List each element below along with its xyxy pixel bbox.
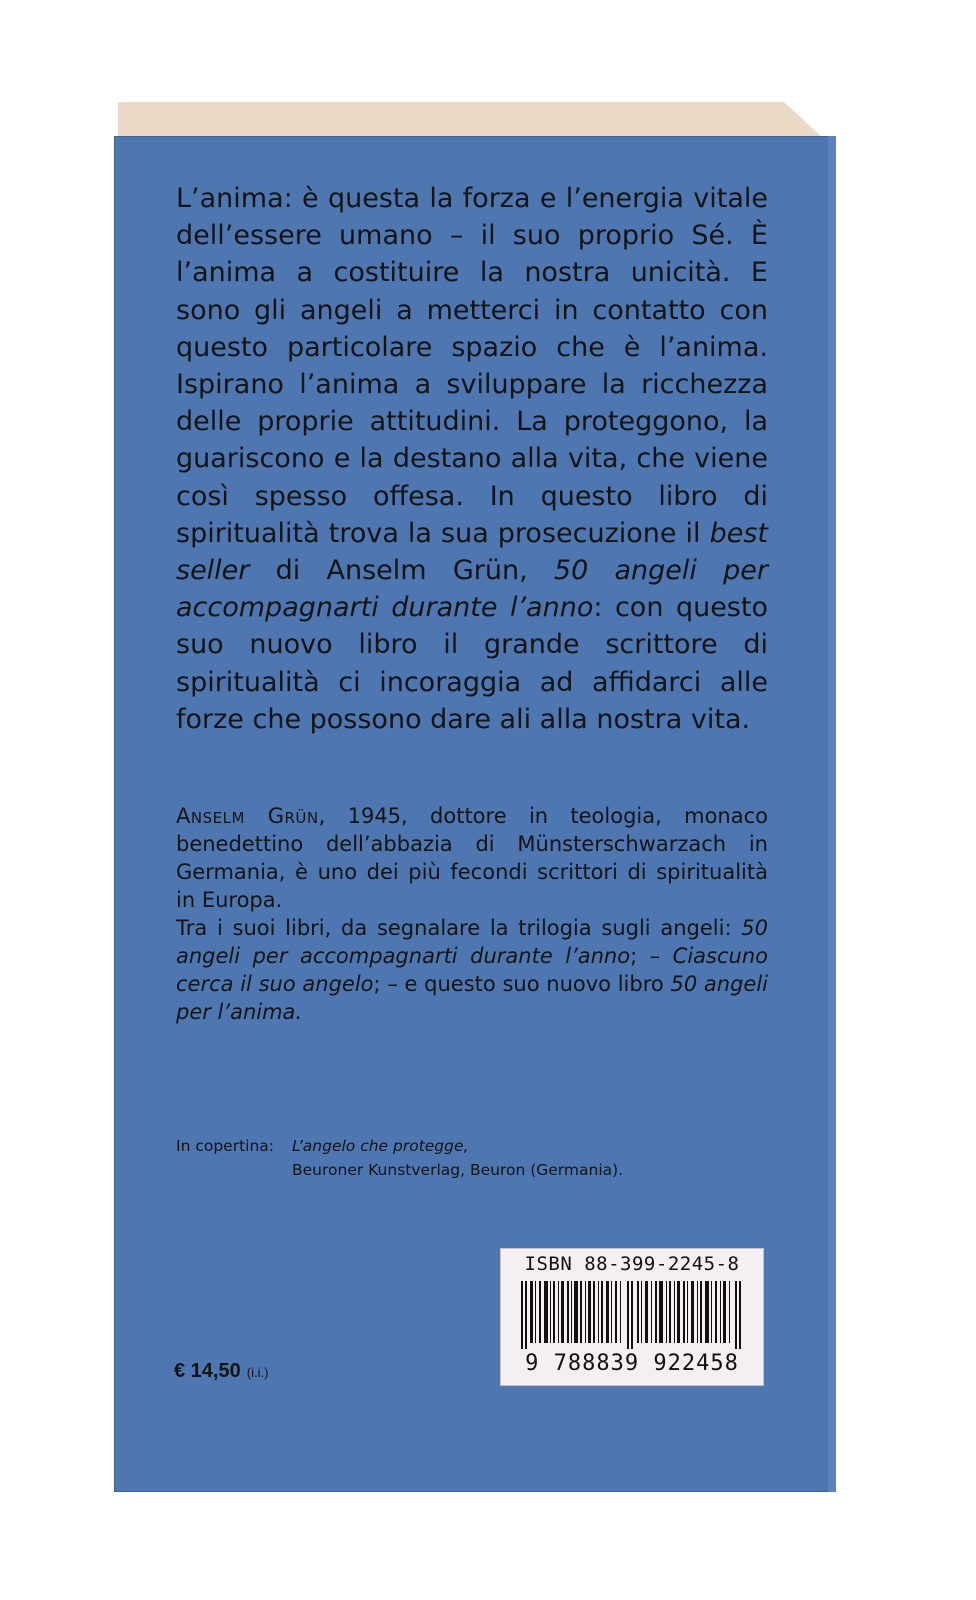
barcode-bars [521, 1281, 743, 1349]
bio-text-1: , 1945, dottore in teologia, monaco benedettino dell’abbazia di Münsterschwarzach in Germania, è uno dei più fecondi scrittori di spiritualità in Europa. [176, 804, 768, 912]
bio-paragraph-2 [176, 914, 768, 1026]
blurb-part-2: di Anselm Grün, [249, 555, 554, 587]
price [174, 1360, 268, 1383]
author-bio [176, 802, 768, 1026]
bio-sep-2: ; – e questo suo nuovo libro [373, 972, 671, 996]
blurb-italic-title: 50 angeli per accompagnarti durante l’anno [176, 555, 768, 624]
credit-title: L’angelo che protegge, [292, 1137, 469, 1155]
bio-book-3: 50 angeli per l’anima. [176, 972, 768, 1024]
bio-book-2: Ciascuno cerca il suo angelo [176, 944, 768, 996]
credit-row-1 [176, 1134, 736, 1158]
isbn-barcode [500, 1248, 764, 1386]
price-note: (i.i.) [246, 1365, 269, 1380]
blurb-part-1: L’anima: è questa la forza e l’energia vitale dell’essere umano – il suo proprio Sé. È l’anima a costituire la nostra unicità. E sono gli angeli a metterci in contatto con questo particolare spazio che è l’anima. Ispirano l’anima a sviluppare la ricchezza delle proprie attitudini. La proteggono, la guariscono e la destano alla vita, che viene così spesso offesa. In questo libro di spiritualità trova la sua prosecuzione il [176, 183, 768, 549]
price-amount: € 14,50 [174, 1360, 241, 1382]
cover-credit [176, 1134, 736, 1182]
credit-row-2 [176, 1158, 736, 1182]
credit-publisher: Beuroner Kunstverlag, Beuron (Germania). [292, 1161, 624, 1179]
bio-book-1: 50 angeli per accompagnarti durante l’anno [176, 916, 768, 968]
credit-label: In copertina: [176, 1137, 275, 1155]
bio-paragraph-1 [176, 802, 768, 914]
ean-digits: 9 788839 922458 [525, 1351, 739, 1376]
blurb-paragraph [176, 180, 768, 738]
blurb-part-3: : con questo suo nuovo libro il grande scrittore di spiritualità ci incoraggia ad affidarci alle forze che possono dare ali alla nostra vita. [176, 592, 768, 735]
back-cover [114, 136, 836, 1492]
bio-sep-1: ; – [630, 944, 673, 968]
author-name: Anselm Grün [176, 804, 319, 828]
blurb-italic-best-seller: best seller [176, 517, 768, 587]
blurb-text [176, 180, 768, 738]
isbn-number: ISBN 88-399-2245-8 [524, 1253, 740, 1275]
credit-spacer [176, 1158, 292, 1182]
bio-text-2: Tra i suoi libri, da segnalare la trilogia sugli angeli: [176, 916, 742, 940]
